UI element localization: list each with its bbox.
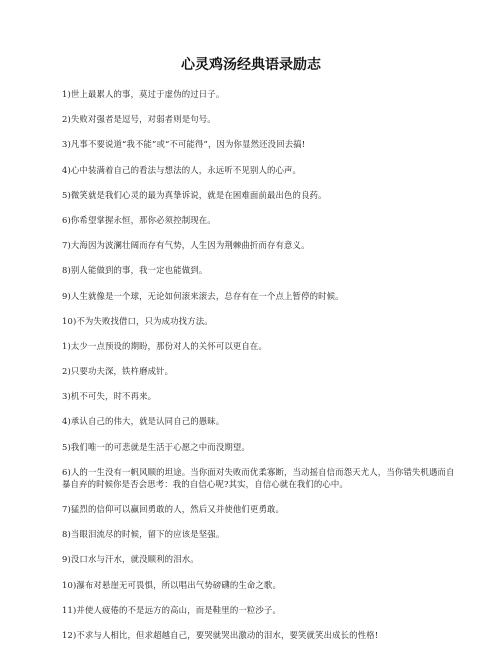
- quote-line: 11)并使人疲倦的不是远方的高山，而是鞋里的一粒沙子。: [62, 604, 281, 615]
- quote-line: 10)瀑布对悬崖无可畏惧，所以唱出气势磅礴的生命之歌。: [62, 579, 281, 590]
- quote-line: 8)当眼泪流尽的时候，留下的应该是坚强。: [62, 529, 225, 540]
- quote-line: 9)没口水与汗水，就没顺利的泪水。: [62, 554, 199, 565]
- quote-line: 9)人生就像是一个球，无论如何滚来滚去，总存有在一个点上暂停的时候。: [62, 290, 344, 301]
- quote-line: 7)大海因为波澜壮阔而存有气势，人生因为荆棘曲折而存有意义。: [62, 240, 310, 251]
- quote-line: 6)人的一生没有一帆风顺的坦途。当你面对失败而优柔寡断，当动摇自信而怨天尤人，当你错失机遇而自暴自弃的时候你是否会思考：我的自信心呢?其实，自信心就在我们的心中。: [62, 466, 455, 489]
- quote-line: 1)世上最累人的事，莫过于虚伪的过日子。: [62, 89, 225, 99]
- document-title: 心灵鸡汤经典语录励志: [181, 57, 321, 73]
- quote-line: 4)心中装满着自己的看法与想法的人，永远听不见别人的心声。: [62, 164, 302, 175]
- quote-line: 10)不为失败找借口，只为成功找方法。: [62, 315, 213, 326]
- quote-line: 5)我们唯一的可悲就是生活于心愿之中而没期望。: [62, 441, 250, 452]
- quote-line: 6)你希望掌握永恒，那你必须控制现在。: [62, 214, 216, 225]
- quote-line: 4)承认自己的伟大，就是认同自己的愚昧。: [62, 416, 225, 427]
- quote-line: 12)不求与人相比，但求超越自己，要哭就哭出激动的泪水，要笑就笑出成长的性格!: [62, 629, 379, 640]
- quote-line: 8)别人能做到的事，我一定也能做到。: [62, 265, 208, 276]
- quote-list: [62, 88, 462, 654]
- quote-line: 1)太少一点预设的期盼，那份对人的关怀可以更自在。: [62, 340, 267, 351]
- quote-line: 5)微笑就是我们心灵的最为真挚诉说，就是在困难面前最出色的良药。: [62, 189, 327, 200]
- quote-line: 2)失败对强者是逗号，对弱者则是句号。: [62, 114, 216, 125]
- quote-line: 3)凡事不要说道“我不能”或“不可能得”，因为你显然还没回去搞!: [62, 139, 306, 150]
- quote-line: 7)猛烈的信仰可以赢回勇敢的人，然后又并使他们更勇敢。: [62, 504, 285, 514]
- quote-line: 3)机不可失，时不再来。: [62, 391, 157, 402]
- quote-line: 2)只要功夫深，铁杵磨成针。: [62, 366, 174, 377]
